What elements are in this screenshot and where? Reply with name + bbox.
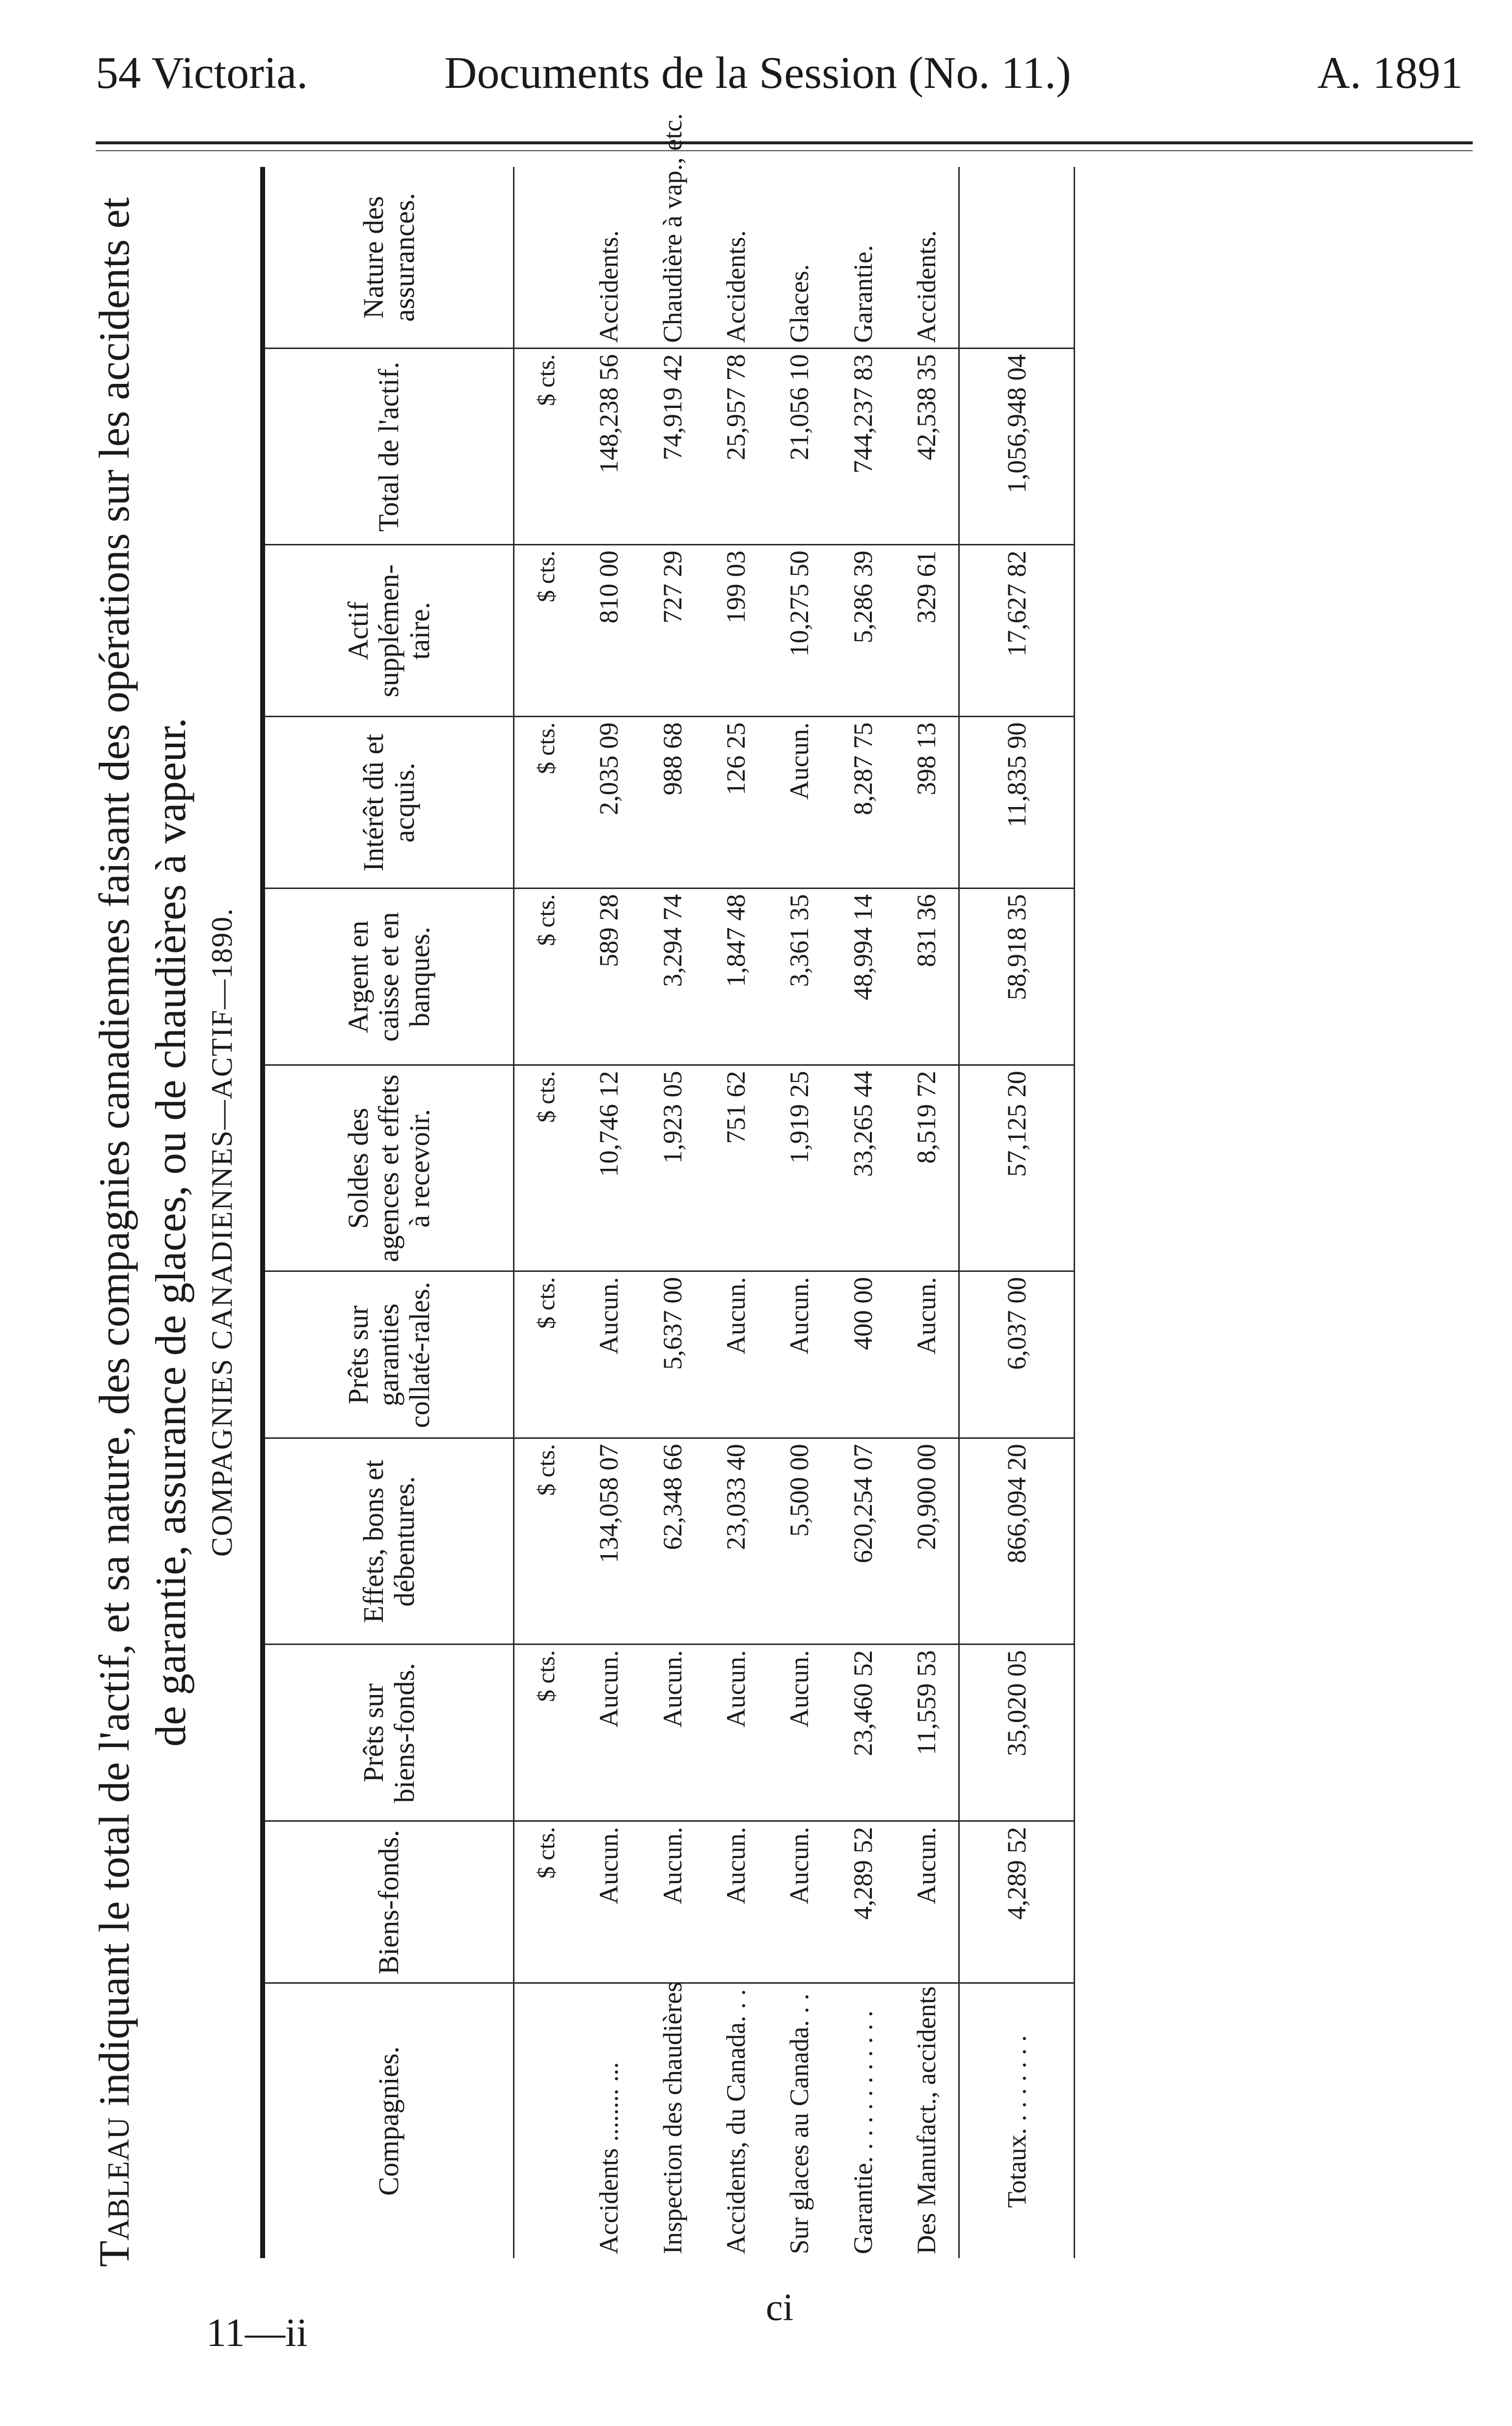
cell-interet: Aucun. xyxy=(768,717,831,889)
unit-cell: $ cts. xyxy=(514,1821,577,1983)
company-name: Garantie. . . . . . . . . . . . xyxy=(848,2010,878,2254)
cell-actif-supp: 329 61 xyxy=(895,545,959,717)
cell-argent: 3,294 74 xyxy=(641,889,704,1065)
table-title-text: indiquant le total de l'actif, et sa nature, des compagnies canadiennes faisant des opérations sur les accidents et xyxy=(91,197,138,2106)
cell-nature: Accidents. xyxy=(895,167,959,349)
cell-total: 74,919 42 xyxy=(641,349,704,545)
header-rule xyxy=(96,141,1473,144)
cell-nature: Accidents. xyxy=(704,167,767,349)
total-interet: 11,835 90 xyxy=(959,717,1075,889)
cell-prets-garanties: Aucun. xyxy=(895,1271,959,1438)
cell-prets-garanties: 400 00 xyxy=(831,1271,894,1438)
cell-prets-biens-fonds: 11,559 53 xyxy=(895,1644,959,1821)
unit-cell: $ cts. xyxy=(514,889,577,1065)
col-header-total: Total de l'actif. xyxy=(263,349,514,545)
cell-soldes: 33,265 44 xyxy=(831,1065,894,1271)
cell-prets-garanties: Aucun. xyxy=(704,1271,767,1438)
cell-interet: 8,287 75 xyxy=(831,717,894,889)
company-name: Sur glaces au Canada. . . xyxy=(784,1994,814,2254)
unit-cell: $ cts. xyxy=(514,1644,577,1821)
cell-nature: Garantie. xyxy=(831,167,894,349)
cell-interet: 398 13 xyxy=(895,717,959,889)
total-biens-fonds: 4,289 52 xyxy=(959,1821,1075,1983)
total-prets-biens-fonds: 35,020 05 xyxy=(959,1644,1075,1821)
cell-prets-biens-fonds: 23,460 52 xyxy=(831,1644,894,1821)
cell-nature: Chaudière à vap., etc. xyxy=(641,167,704,349)
cell-biens-fonds: Aucun. xyxy=(768,1821,831,1983)
cell-biens-fonds: Aucun. xyxy=(641,1821,704,1983)
col-header-prets-garanties: Prêts sur garanties collaté-rales. xyxy=(263,1271,514,1438)
col-header-argent: Argent en caisse et en banques. xyxy=(263,889,514,1065)
cell-argent: 3,361 35 xyxy=(768,889,831,1065)
unit-cell: $ cts. xyxy=(514,1065,577,1271)
company-name: Des Manufact., accidents xyxy=(912,1986,942,2254)
assets-table xyxy=(260,113,1075,2258)
total-effets: 866,094 20 xyxy=(959,1438,1075,1644)
total-nature xyxy=(959,167,1075,349)
company-name: Accidents, du Canada. . . xyxy=(721,1989,751,2254)
total-actif-supp: 17,627 82 xyxy=(959,545,1075,717)
table-row xyxy=(895,167,959,2258)
col-header-prets-biens-fonds: Prêts sur biens-fonds. xyxy=(263,1644,514,1821)
cell-interet: 988 68 xyxy=(641,717,704,889)
cell-biens-fonds: Aucun. xyxy=(895,1821,959,1983)
sheet-mark: 11—ii xyxy=(206,2310,308,2355)
cell-argent: 1,847 48 xyxy=(704,889,767,1065)
cell-prets-garanties: Aucun. xyxy=(577,1271,640,1438)
unit-cell: $ cts. xyxy=(514,717,577,889)
cell-biens-fonds: 4,289 52 xyxy=(831,1821,894,1983)
cell-soldes: 1,919 25 xyxy=(768,1065,831,1271)
cell-prets-biens-fonds: Aucun. xyxy=(641,1644,704,1821)
table-row xyxy=(577,167,640,2258)
header-year: A. 1891 xyxy=(1317,48,1463,98)
cell-actif-supp: 727 29 xyxy=(641,545,704,717)
header-document-title: Documents de la Session (No. 11.) xyxy=(444,48,1071,98)
header-session-year: 54 Victoria. xyxy=(96,48,308,98)
cell-biens-fonds: Aucun. xyxy=(704,1821,767,1983)
table-row xyxy=(641,167,704,2258)
cell-soldes: 751 62 xyxy=(704,1065,767,1271)
cell-effets: 134,058 07 xyxy=(577,1438,640,1644)
table-header-row xyxy=(263,167,514,2258)
table-title-line-1 xyxy=(93,167,136,2297)
table-subtitle: COMPAGNIES CANADIENNES—ACTIF—1890. xyxy=(206,907,238,1557)
cell-actif-supp: 199 03 xyxy=(704,545,767,717)
cell-argent: 48,994 14 xyxy=(831,889,894,1065)
cell-total: 744,237 83 xyxy=(831,349,894,545)
cell-effets: 620,254 07 xyxy=(831,1438,894,1644)
company-name: Inspection des chaudières xyxy=(657,1982,687,2254)
col-header-nature: Nature des assurances. xyxy=(263,167,514,349)
table-row xyxy=(704,167,767,2258)
units-row xyxy=(514,167,577,2258)
cell-nature: Accidents. xyxy=(577,167,640,349)
unit-cell xyxy=(514,1983,577,2258)
col-header-interet: Intérêt dû et acquis. xyxy=(263,717,514,889)
total-argent: 58,918 35 xyxy=(959,889,1075,1065)
rotated-table-page xyxy=(79,113,1139,2297)
table-title-line-2: de garantie, assurance de glaces, ou de chaudières à vapeur. xyxy=(147,717,195,1747)
cell-argent: 831 36 xyxy=(895,889,959,1065)
cell-soldes: 1,923 05 xyxy=(641,1065,704,1271)
cell-prets-garanties: 5,637 00 xyxy=(641,1271,704,1438)
cell-total: 21,056 10 xyxy=(768,349,831,545)
unit-cell: $ cts. xyxy=(514,545,577,717)
unit-cell: $ cts. xyxy=(514,349,577,545)
table-title-lead: Tableau xyxy=(91,2117,138,2267)
cell-nature: Glaces. xyxy=(768,167,831,349)
cell-total: 148,238 56 xyxy=(577,349,640,545)
unit-cell xyxy=(514,167,577,349)
table-row xyxy=(831,167,894,2258)
cell-prets-biens-fonds: Aucun. xyxy=(768,1644,831,1821)
cell-actif-supp: 10,275 50 xyxy=(768,545,831,717)
header-rule-thin xyxy=(96,150,1473,151)
cell-interet: 126 25 xyxy=(704,717,767,889)
unit-cell: $ cts. xyxy=(514,1271,577,1438)
cell-interet: 2,035 09 xyxy=(577,717,640,889)
col-header-compagnies: Compagnies. xyxy=(263,1983,514,2258)
cell-effets: 20,900 00 xyxy=(895,1438,959,1644)
page-number: ci xyxy=(766,2286,794,2328)
col-header-biens-fonds: Biens-fonds. xyxy=(263,1821,514,1983)
cell-actif-supp: 5,286 39 xyxy=(831,545,894,717)
cell-total: 42,538 35 xyxy=(895,349,959,545)
cell-soldes: 8,519 72 xyxy=(895,1065,959,1271)
cell-biens-fonds: Aucun. xyxy=(577,1821,640,1983)
col-header-soldes: Soldes des agences et effets à recevoir. xyxy=(263,1065,514,1271)
table-row xyxy=(768,167,831,2258)
cell-effets: 5,500 00 xyxy=(768,1438,831,1644)
cell-soldes: 10,746 12 xyxy=(577,1065,640,1271)
total-soldes: 57,125 20 xyxy=(959,1065,1075,1271)
cell-argent: 589 28 xyxy=(577,889,640,1065)
cell-effets: 62,348 66 xyxy=(641,1438,704,1644)
cell-effets: 23,033 40 xyxy=(704,1438,767,1644)
cell-actif-supp: 810 00 xyxy=(577,545,640,717)
cell-prets-biens-fonds: Aucun. xyxy=(577,1644,640,1821)
cell-prets-biens-fonds: Aucun. xyxy=(704,1644,767,1821)
col-header-effets: Effets, bons et débentures. xyxy=(263,1438,514,1644)
cell-total: 25,957 78 xyxy=(704,349,767,545)
cell-prets-garanties: Aucun. xyxy=(768,1271,831,1438)
total-total: 1,056,948 04 xyxy=(959,349,1075,545)
company-name: Accidents ........ ... xyxy=(594,2062,624,2254)
totals-row xyxy=(959,167,1075,2258)
col-header-actif-supp: Actif supplémen-taire. xyxy=(263,545,514,717)
unit-cell: $ cts. xyxy=(514,1438,577,1644)
totals-label: Totaux. . . . . . . . xyxy=(959,1983,1075,2258)
total-prets-garanties: 6,037 00 xyxy=(959,1271,1075,1438)
